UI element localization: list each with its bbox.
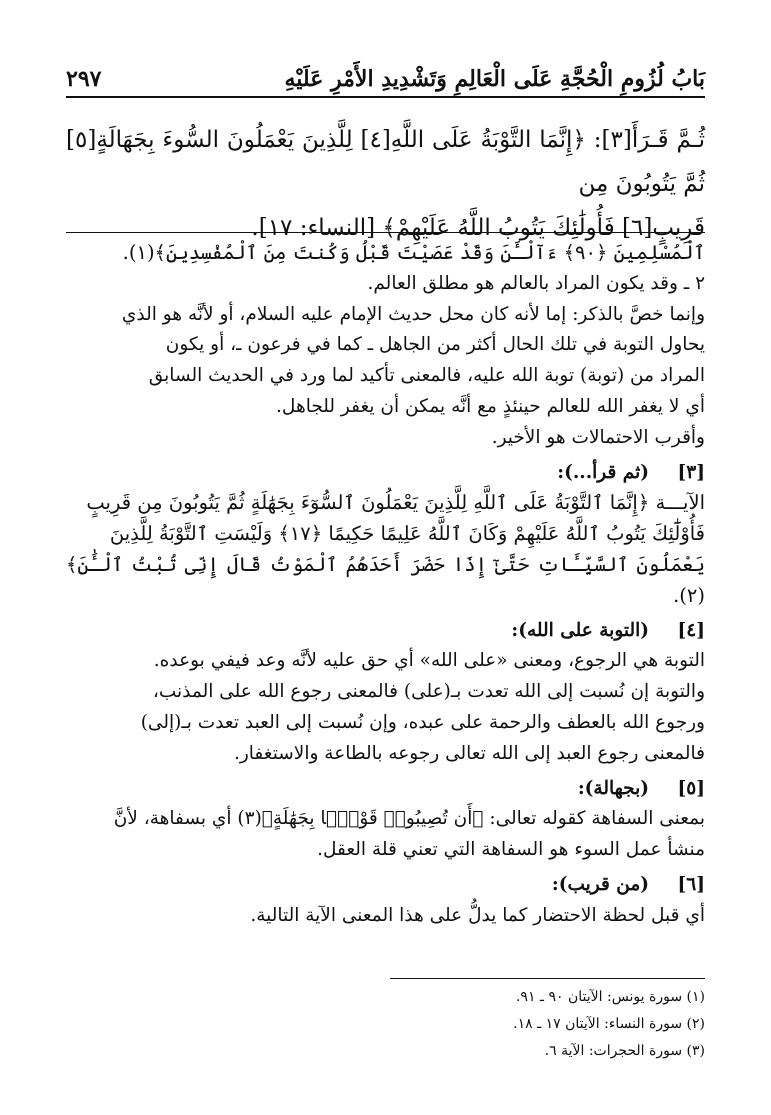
- note-line: التوبة هي الرجوع، ومعنى «على الله» أي حق عليه لأنَّه وعد فيفي بوعده.: [153, 650, 705, 672]
- footnote: (٣) سورة الحجرات: الآية ٦.: [544, 1043, 705, 1059]
- note-line: ورجوع الله بالعطف والرحمة على عبده، وإن نُسبت إلى العبد تعدت بـ(إلى): [140, 711, 705, 733]
- chapter-title: بَابُ لُزُومِ الْحُجَّةِ عَلَى الْعَالِمِ وَتَشْدِيدِ الأَمْرِ عَلَيْهِ: [284, 66, 705, 92]
- note-line: منشأ عمل السوء هو السفاهة التي تعني قلة العقل.: [317, 839, 705, 861]
- note-heading: [66, 458, 705, 489]
- footnote: (٢) سورة النساء: الآيتان ١٧ ـ ١٨.: [513, 1016, 705, 1032]
- commentary-line: ٢ ـ وقد يكون المراد بالعالم هو مطلق العالم.: [367, 272, 705, 294]
- note-heading: [66, 774, 705, 805]
- commentary-line: يحاول التوبة في تلك الحال أكثر من الجاهل ـ كما في فرعون ـ، أو يكون: [165, 334, 705, 356]
- note-number: [٥]: [677, 777, 705, 799]
- note-heading: [66, 870, 705, 901]
- note-line: فالمعنى رجوع العبد إلى الله تعالى رجوعه بالطاعة والاستغفار.: [233, 742, 705, 764]
- note-line: فَأُوْلَٰٓئِكَ يَتُوبُ ٱللَّهُ عَلَيْهِمْ وَكَانَ ٱللَّهُ عَلِيمًا حَكِيمًا ﴿١٧﴾ وَلَيْسَتِ ٱلتَّوْبَةُ لِلَّذِينَ: [109, 522, 705, 546]
- page-number: ٢٩٧: [66, 66, 102, 92]
- note-heading: [66, 616, 705, 647]
- commentary-line: وإنما خصَّ بالذكر: إما لأنه كان محل حديث الإمام عليه السلام، أو لأنَّه هو الذي: [121, 303, 705, 325]
- main-line: ثُـمَّ قَـرَأَ[٣]: ﴿إِنَّمَا التَّوْبَةُ عَلَى اللَّهِ[٤] لِلَّذِينَ يَعْمَلُونَ السُّوءَ بِجَهَالَةٍ[٥] ثُمَّ يَتُوبُونَ مِن: [66, 127, 705, 197]
- note-line: يَعْمَلُونَ ٱلسَّيِّـَٔاتِ حَتَّىٰٓ إِذَا حَضَرَ أَحَدَهُمُ ٱلْمَوْتُ قَالَ إِنِّى تُبْتُ ٱلْـَٰٔنَ﴾(٢).: [66, 552, 705, 607]
- note-title: (من قريب):: [551, 873, 649, 895]
- note-title: (التوبة على الله):: [511, 619, 649, 641]
- note-number: [٦]: [677, 873, 705, 895]
- commentary-line: وأقرب الاحتمالات هو الأخير.: [491, 426, 705, 448]
- main-text: [66, 118, 705, 250]
- commentary-line: ٱلْمُسْلِمِينَ ﴿٩٠﴾ ءَآلْـَٔنَ وَقَدْ عَصَيْتَ قَبْلُ وَكُنتَ مِنَ ٱلْمُفْسِدِينَ﴾(١).: [122, 241, 705, 264]
- note-line: الآيـــة ﴿إِنَّمَا ٱلتَّوْبَةُ عَلَى ٱللَّهِ لِلَّذِينَ يَعْمَلُونَ ٱلسُّوٓءَ بِجَهَٰلَةٍ ثُمَّ يَتُوبُونَ مِن قَرِيبٍ: [86, 491, 705, 515]
- footnotes: [66, 984, 705, 1065]
- note-title: (ثم قرأ...):: [557, 461, 649, 483]
- running-header: [66, 52, 705, 98]
- note-line: والتوبة إن نُسبت إلى الله تعدت بـ(على) فالمعنى رجوع الله على المذنب،: [152, 681, 705, 703]
- commentary: [66, 238, 705, 932]
- commentary-line: المراد من (توبة) توبة الله عليه، فالمعنى تأكيد لما ورد في الحديث السابق: [148, 365, 705, 387]
- note-number: [٣]: [677, 461, 705, 483]
- note-title: (بجهالة):: [577, 777, 649, 799]
- note-line: بمعنى السفاهة كقوله تعالى: ﴿أَن تُصِيبُوا۟ قَوْمًۢا بِجَهَٰلَةٍ﴾(٣) أي بسفاهة، لأنَّ: [113, 808, 705, 830]
- footnote-divider: [390, 978, 705, 979]
- section-divider: [66, 232, 705, 233]
- commentary-line: أي لا يغفر الله للعالم حينئذٍ مع أنَّه يمكن أن يغفر للجاهل.: [276, 395, 705, 417]
- footnote: (١) سورة يونس: الآيتان ٩٠ ـ ٩١.: [515, 989, 705, 1005]
- note-line: أي قبل لحظة الاحتضار كما يدلُّ على هذا المعنى الآية التالية.: [250, 904, 705, 926]
- main-line: قَرِيبٍ[٦] فَأُولَٰئِكَ يَتُوبُ اللَّهُ عَلَيْهِمْ﴾ [النساء: ١٧].: [251, 215, 705, 241]
- note-number: [٤]: [677, 619, 705, 641]
